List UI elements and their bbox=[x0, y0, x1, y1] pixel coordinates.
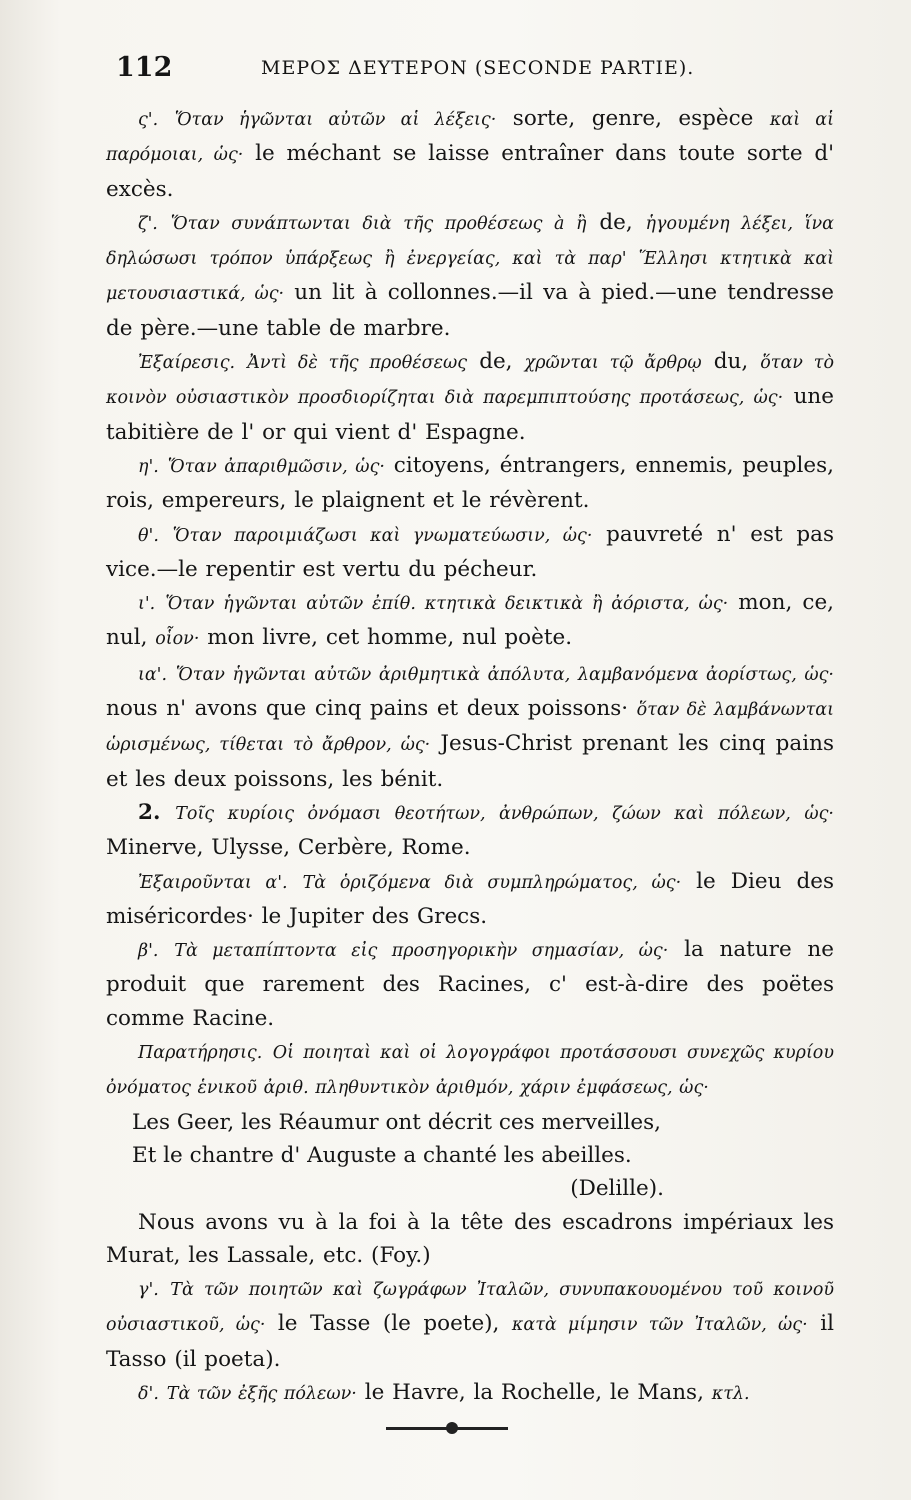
greek-text: κτλ. bbox=[711, 1383, 750, 1404]
section-mark: ια'. bbox=[138, 664, 168, 685]
french-text: le Tasse (le poete), bbox=[277, 1311, 500, 1337]
page-number: 112 bbox=[116, 52, 173, 83]
french-text: mon livre, cet homme, nul poète. bbox=[207, 625, 573, 651]
french-text: une tabitière de l' or qui vient d' Espagne. bbox=[106, 384, 834, 445]
page-header bbox=[106, 52, 806, 92]
greek-text: Ὅταν ἡγῶνται αὐτῶν ἀριθμητικὰ ἀπόλυτα, λαμβανόμενα ἀορίστως, ὡς· bbox=[175, 664, 834, 685]
greek-text: οἷον· bbox=[155, 629, 200, 650]
section-mark: γ'. bbox=[138, 1280, 159, 1301]
greek-text: Ὅταν συνάπτωνται διὰ τῆς προθέσεως à ἢ bbox=[170, 213, 587, 234]
section-mark: δ'. bbox=[138, 1383, 159, 1404]
page-body bbox=[106, 102, 834, 1411]
french-text: Minerve, Ulysse, Cerbère, Rome. bbox=[106, 835, 471, 861]
paragraph-delta bbox=[106, 1376, 834, 1411]
section-mark: Ἐξαίρεσις. bbox=[138, 353, 236, 374]
paragraph-11 bbox=[106, 657, 834, 796]
section-mark: Ἐξαιροῦνται α'. bbox=[138, 872, 288, 893]
greek-text: Τὰ μεταπίπτοντα εἰς προσηγορικὴν σημασίαν, ὡς· bbox=[174, 941, 669, 962]
greek-text: ἡγουμένη λέξει, ἵνα δηλώσωσι τρόπον ὑπάρξεως ἢ ἐνεργείας, καὶ τὰ παρ' Ἕλλησι κτητικὰ καὶ μετουσιαστικά, ὡς· bbox=[106, 213, 834, 305]
greek-text: Ὅταν παροιμιάζωσι καὶ γνωματεύωσιν, ὡς· bbox=[172, 525, 593, 546]
french-text: la nature ne produit que rarement des Racines, c' est-à-dire des poëtes comme Racine. bbox=[106, 937, 834, 1031]
french-text: un lit à collonnes.—il va à pied.—une tendresse de père.—une table de marbre. bbox=[106, 280, 834, 341]
french-text: le Havre, la Rochelle, le Mans, bbox=[364, 1379, 704, 1405]
greek-text: Οἱ ποιηταὶ καὶ οἱ λογογράφοι προτάσσουσι συνεχῶς κυρίου ὀνόματος ἑνικοῦ ἀριθ. πληθυντικὸν ἀριθμόν, χάριν ἐμφάσεως, ὡς· bbox=[106, 1043, 834, 1099]
section-mark: β'. bbox=[138, 941, 159, 962]
greek-text: Ὅταν ἡγῶνται αὐτῶν αἱ λέξεις· bbox=[174, 110, 497, 130]
french-text: il Tasso (il poeta). bbox=[106, 1311, 834, 1372]
verse-line: Et le chantre d' Auguste a chanté les abeilles. bbox=[132, 1142, 632, 1168]
paragraph-gamma bbox=[106, 1272, 834, 1376]
paragraph-2 bbox=[106, 796, 834, 865]
paragraph-8 bbox=[106, 449, 834, 518]
french-text: Jesus-Christ prenant les cinq pains et les deux poissons, les bénit. bbox=[106, 731, 834, 792]
paragraph-10 bbox=[106, 586, 834, 657]
greek-text: ὅταν δὲ λαμβάνωνται ὡρισμένως, τίθεται τὸ ἄρθρον, ὡς· bbox=[106, 700, 834, 756]
greek-text: καὶ αἱ παρόμοιαι, ὡς· bbox=[106, 110, 834, 166]
french-text: citoyens, éntrangers, ennemis, peuples, rois, empereurs, le plaignent et le révèrent. bbox=[106, 452, 834, 514]
greek-text: Ὅταν ἀπαριθμῶσιν, ὡς· bbox=[167, 456, 385, 477]
french-text: nous n' avons que cinq pains et deux poissons· bbox=[106, 696, 629, 722]
greek-text: Τὰ τῶν ἐξῆς πόλεων· bbox=[166, 1383, 357, 1404]
french-text: du, bbox=[713, 349, 749, 375]
section-mark: ι'. bbox=[138, 594, 156, 615]
paragraph-exceptions-b bbox=[106, 933, 834, 1035]
paragraph-7 bbox=[106, 206, 834, 345]
french-text: sorte, genre, espèce bbox=[512, 106, 754, 131]
french-text: de, bbox=[599, 209, 633, 235]
paragraph-6 bbox=[106, 102, 834, 206]
verse-attribution: (Delille). bbox=[570, 1176, 664, 1202]
section-mark: η'. bbox=[138, 456, 159, 477]
section-mark: 2. bbox=[138, 799, 161, 825]
french-text: pauvreté n' est pas vice.—le repentir est vertu du pécheur. bbox=[106, 521, 834, 582]
paragraph-exceptions-a bbox=[106, 865, 834, 934]
french-text: le Dieu des miséricordes· le Jupiter des Grecs. bbox=[106, 868, 834, 929]
prose-quote: Nous avons vu à la foi à la tête des escadrons impériaux les Murat, les Lassale, etc. (Foy.) bbox=[106, 1209, 834, 1268]
section-mark: ζ'. bbox=[138, 213, 158, 234]
section-mark: ς'. bbox=[138, 110, 159, 130]
greek-text: Ἀντὶ δὲ τῆς προθέσεως bbox=[247, 353, 468, 374]
section-mark: θ'. bbox=[138, 525, 159, 546]
end-ornament-dot bbox=[446, 1422, 458, 1434]
paragraph-9 bbox=[106, 518, 834, 587]
greek-text: Ὅταν ἡγῶνται αὐτῶν ἐπίθ. κτητικὰ δεικτικὰ ἢ ἀόριστα, ὡς· bbox=[165, 594, 729, 615]
french-text: le méchant se laisse entraîner dans toute sorte d' excès. bbox=[106, 141, 834, 202]
french-text: de, bbox=[479, 349, 513, 375]
greek-text: Τὰ τῶν ποιητῶν καὶ ζωγράφων Ἰταλῶν, συνυπακουομένου τοῦ κοινοῦ οὐσιαστικοῦ, ὡς· bbox=[106, 1280, 834, 1336]
paragraph-exception bbox=[106, 345, 834, 449]
greek-text: κατὰ μίμησιν τῶν Ἰταλῶν, ὡς· bbox=[511, 1315, 808, 1336]
verse-line: Les Geer, les Réaumur ont décrit ces merveilles, bbox=[132, 1109, 661, 1135]
french-text: mon, ce, nul, bbox=[106, 590, 834, 651]
running-head: ΜΕΡΟΣ ΔΕΥΤΕΡΟΝ (SECONDE PARTIE). bbox=[261, 57, 695, 79]
greek-text: ὅταν τὸ κοινὸν οὐσιαστικὸν προσδιορίζηται διὰ παρεμπιπτούσης προτάσεως, ὡς· bbox=[106, 353, 834, 409]
greek-text: Τοῖς κυρίοις ὀνόμασι θεοτήτων, ἀνθρώπων, ζώων καὶ πόλεων, ὡς· bbox=[175, 803, 834, 824]
greek-text: Τὰ ὁριζόμενα διὰ συμπληρώματος, ὡς· bbox=[302, 872, 682, 893]
paragraph-remark bbox=[106, 1035, 834, 1106]
greek-text: χρῶνται τῷ ἄρθρῳ bbox=[524, 353, 702, 374]
section-mark: Παρατήρησις. bbox=[138, 1043, 263, 1064]
